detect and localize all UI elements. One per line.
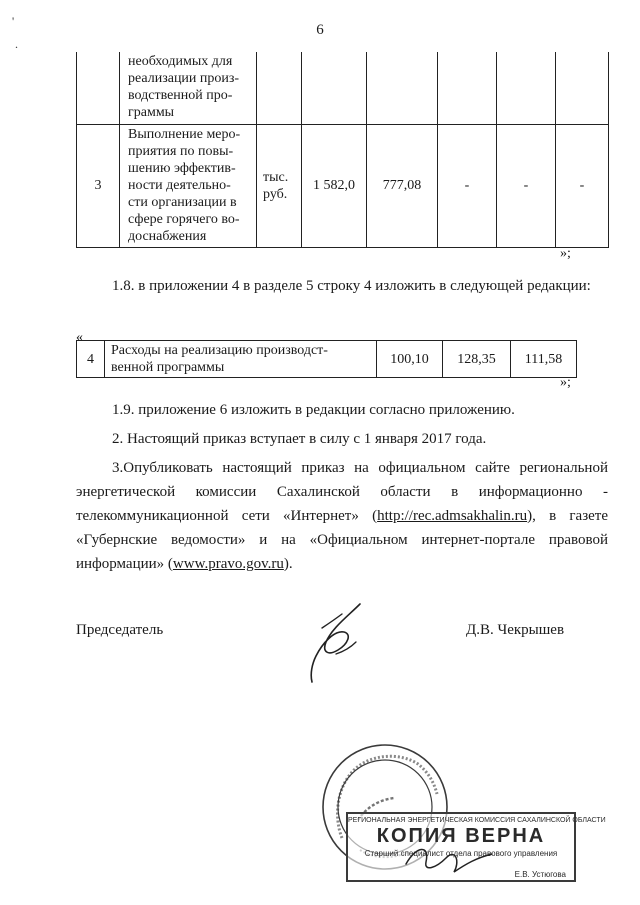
- row-description-cell: Выполнение меро- приятия по повы- шению эффектив- ности деятельно- сти организации в сфере горячего во- доснабжения: [120, 124, 257, 247]
- unit-cell: тыс. руб.: [257, 124, 302, 247]
- signatory-name: Д.В. Чекрышев: [466, 622, 565, 638]
- stamp-signature: [396, 828, 506, 882]
- paragraph-2: 2. Настоящий приказ вступает в силу с 1 января 2017 года.: [112, 431, 487, 447]
- stamp-name: Е.В. Устюгова: [514, 870, 566, 879]
- value-cell: 777,08: [367, 124, 438, 247]
- opening-quote: «: [76, 330, 83, 345]
- website-link[interactable]: http://rec.admsakhalin.ru: [377, 508, 528, 524]
- value-cell: -: [556, 124, 609, 247]
- stamp-title: КОПИЯ ВЕРНА: [376, 825, 546, 847]
- row-description-cell: Расходы на реализацию производст- венной программы: [105, 341, 377, 378]
- table-row: [77, 124, 609, 247]
- paragraph-1-9: 1.9. приложение 6 изложить в редакции согласно приложению.: [112, 402, 515, 418]
- row-description-cell: необходимых для реализации произ- водственной про- граммы: [120, 52, 257, 124]
- margin-mark: ': [12, 14, 15, 28]
- value-cell: [302, 52, 367, 124]
- page-number: 6: [316, 22, 324, 38]
- value-cell: [438, 52, 497, 124]
- value-cell: 128,35: [443, 341, 511, 378]
- value-cell: 100,10: [377, 341, 443, 378]
- paragraph-3: 3.Опубликовать настоящий приказ на официальном сайте региональной энергетической комиссии Сахалинской области в информационно - телекоммуникационной сети «Интернет» (http://rec.admsakhalin.ru), в газете «Губернские ведомости» и на «Официальном интернет-портале правовой информации» (www.pravo.gov.ru).: [76, 460, 608, 572]
- portal-link[interactable]: www.pravo.gov.ru: [172, 556, 284, 572]
- value-cell: [497, 52, 556, 124]
- value-cell: [556, 52, 609, 124]
- value-cell: -: [438, 124, 497, 247]
- value-cell: -: [497, 124, 556, 247]
- paragraph-1-8: 1.8. в приложении 4 в разделе 5 строку 4 изложить в следующей редакции:: [112, 278, 591, 294]
- value-cell: [367, 52, 438, 124]
- unit-cell: [257, 52, 302, 124]
- table-row: [77, 52, 609, 124]
- value-cell: 1 582,0: [302, 124, 367, 247]
- row-number-cell: 4: [77, 341, 105, 378]
- row-number-cell: 3: [77, 124, 120, 247]
- stamp-organization: РЕГИОНАЛЬНАЯ ЭНЕРГЕТИЧЕСКАЯ КОМИССИЯ САХАЛИНСКОЙ ОБЛАСТИ: [348, 817, 606, 824]
- closing-quote: »;: [560, 375, 571, 390]
- table-row: [77, 341, 577, 378]
- row-number-cell: [77, 52, 120, 124]
- closing-quote: »;: [560, 246, 571, 261]
- signatory-position: Председатель: [76, 622, 164, 638]
- handwritten-signature: [282, 598, 392, 688]
- stamp-role: Старший специалист отдела правового управления: [364, 849, 558, 858]
- value-cell: 111,58: [511, 341, 577, 378]
- margin-mark: .: [15, 37, 18, 51]
- tariff-table-continued: [76, 52, 609, 248]
- expenses-table: [76, 340, 577, 378]
